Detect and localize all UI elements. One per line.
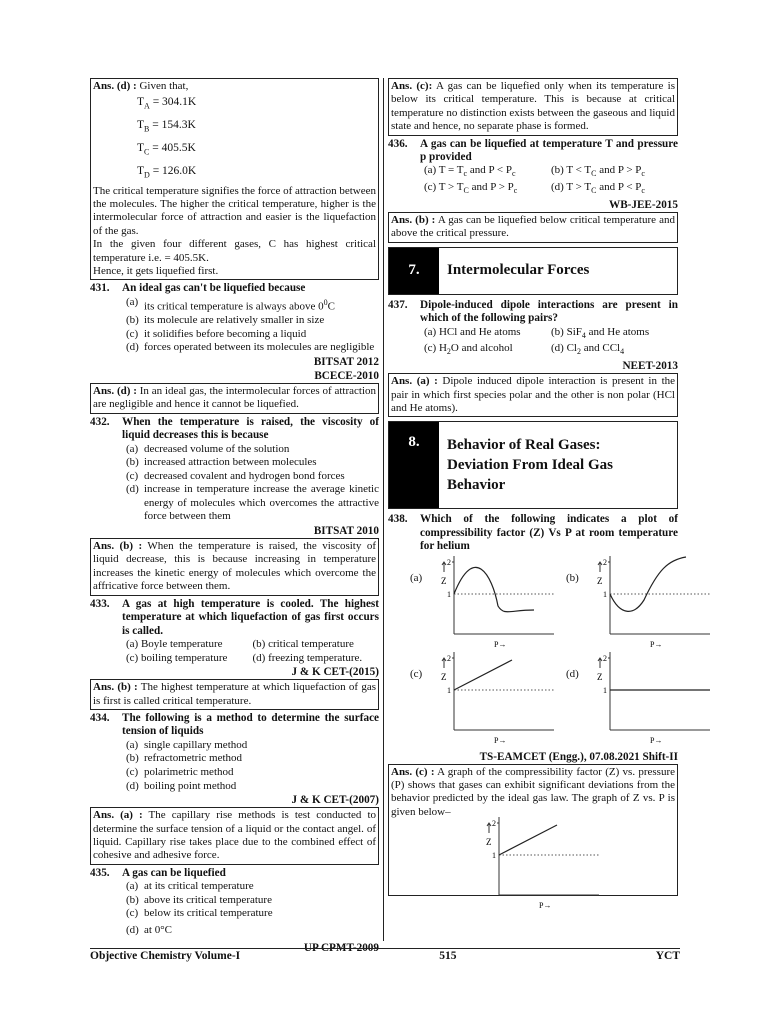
subscript: C	[591, 169, 597, 179]
question-text: The following is a method to determine the surface tension of liquids	[122, 711, 379, 738]
option-letter: (b)	[126, 893, 139, 906]
subscript: 4	[581, 330, 586, 340]
answer-436	[388, 212, 678, 243]
option-letter: (c)	[126, 907, 139, 920]
options	[424, 326, 678, 360]
question-number: 438.	[388, 513, 408, 526]
exam-source: WB-JEE-2015	[609, 199, 678, 211]
answer-text: A gas can be liquefied only when its temperature is below its critical temperature. This is because at critical temperature no distinction exists between the gaseous and liquid state and hence, no separate phase is formed.	[391, 80, 675, 133]
answer-text: Dipole induced dipole interaction is present in the pair in which first species polar and the other is non polar (HCl and He atoms).	[391, 375, 676, 414]
options	[126, 880, 379, 937]
subscript: C	[144, 147, 150, 157]
given-symbol: T	[137, 164, 145, 177]
answer-text: In an ideal gas, the intermolecular forces of attraction are negligible and hence it cannot be liquefied.	[93, 384, 377, 411]
option-letter: (b)	[126, 456, 139, 469]
plot-options	[388, 554, 678, 750]
arrow-up-icon	[487, 823, 491, 833]
option-text: forces operated between its molecules are negligible	[144, 341, 375, 354]
answer-434	[90, 807, 379, 865]
z-vs-p-plot	[430, 554, 560, 656]
answer-431	[90, 383, 379, 414]
z-curve	[610, 557, 686, 611]
z-vs-p-plot	[475, 815, 605, 917]
section-number: 8.	[389, 422, 439, 508]
x-axis-label: P→	[494, 735, 507, 745]
section-header-7	[388, 247, 678, 295]
option-letter: (b)	[252, 637, 266, 650]
given-symbol: T	[137, 96, 145, 109]
option-letter: (c)	[126, 327, 139, 340]
options	[424, 164, 678, 198]
question-text: Which of the following indicates a plot of compressibility factor (Z) Vs P at room temperature for helium	[420, 513, 678, 553]
x-axis-label: P→	[650, 735, 663, 745]
exam-source: UP CPMT-2009	[303, 941, 379, 954]
option-text: and P < P	[467, 164, 513, 177]
options	[126, 443, 379, 525]
exam-source: BITSAT 2012	[313, 355, 379, 368]
option-text: T > T	[438, 181, 464, 194]
subscript: 2	[576, 347, 581, 357]
option-letter: (a)	[424, 325, 437, 338]
option-text: boiling point method	[144, 779, 237, 792]
option-text: H	[438, 342, 447, 355]
answer-label: Ans. (b) :	[93, 540, 143, 553]
option-letter: (a)	[126, 738, 139, 751]
subscript: 4	[620, 347, 625, 357]
answer-label: Ans. (b) :	[93, 681, 138, 694]
given-symbol: T	[137, 119, 145, 132]
section-title	[439, 422, 613, 508]
question-437	[388, 299, 678, 373]
question-431	[90, 282, 379, 382]
question-number: 434.	[90, 711, 110, 724]
answer-432	[90, 538, 379, 596]
given-value: = 304.1K	[149, 96, 197, 109]
given-value-row	[93, 139, 376, 162]
z-curve	[454, 567, 534, 611]
option-letter: (d)	[126, 779, 139, 792]
page-number: 515	[439, 950, 457, 962]
question-text: A gas can be liquefied	[122, 866, 226, 879]
z-curve	[454, 660, 512, 690]
section-title-line: Behavior of Real Gases:	[447, 437, 601, 454]
option-letter: (d)	[126, 923, 139, 936]
question-number: 435.	[90, 866, 110, 879]
option-text: it solidifies before becoming a liquid	[144, 327, 307, 340]
given-value-row	[93, 116, 376, 139]
options	[126, 296, 379, 355]
subscript: 2	[446, 347, 451, 357]
option-text: O and alcohol	[450, 342, 513, 355]
option-letter: (a)	[126, 880, 139, 893]
option-letter: (b)	[551, 164, 564, 177]
question-438	[388, 513, 678, 553]
section-title: Intermolecular Forces	[447, 262, 590, 279]
subscript: c	[641, 169, 645, 179]
option-letter: (b)	[126, 752, 139, 765]
answer-intro: Given that,	[139, 80, 189, 92]
tick-label: 2	[492, 819, 496, 829]
question-text: An ideal gas can't be liquefied because	[122, 282, 306, 295]
option-text: below its critical temperature	[144, 907, 273, 920]
question-text: A gas at high temperature is cooled. The highest temperature at which liquefaction of gas first occurs is called.	[122, 597, 379, 637]
question-435	[90, 867, 379, 955]
answer-paragraph: Hence, it gets liquefied first.	[93, 265, 219, 278]
given-symbol: T	[137, 142, 145, 154]
option-text: Boyle temperature	[140, 637, 223, 650]
exam-source: J & K CET-(2015)	[291, 666, 379, 679]
right-column	[388, 78, 678, 911]
options	[126, 638, 379, 665]
option-letter: (d)	[551, 181, 564, 194]
answer-430	[90, 78, 379, 280]
option-text: T = T	[438, 164, 464, 177]
question-number: 437.	[388, 298, 408, 311]
plot-option-label: (a)	[410, 571, 423, 584]
option-text: single capillary method	[144, 738, 248, 751]
page-footer	[90, 948, 680, 962]
arrow-up-icon	[442, 658, 446, 668]
left-column	[90, 78, 379, 955]
given-value: = 126.0K	[149, 164, 197, 177]
option-text: and He atoms	[585, 325, 650, 338]
exam-source: BITSAT 2010	[313, 525, 379, 538]
option-letter: (c)	[126, 469, 139, 482]
z-vs-p-plot	[586, 650, 716, 752]
option-text: T > T	[566, 181, 592, 194]
option-letter: (a)	[126, 442, 139, 455]
option-text: Cl	[566, 342, 577, 355]
answer-label: Ans. (c) :	[391, 765, 435, 778]
option-letter: (d)	[551, 342, 564, 355]
x-axis-label: P→	[539, 901, 552, 911]
option-text: and P < P	[596, 181, 642, 194]
option-text: at 0°C	[144, 923, 172, 936]
subscript: c	[512, 169, 516, 179]
answer-text: A graph of the compressibility factor (Z) vs. pressure (P) shows that gases can exhibit significant deviations from the behavior predicted by the ideal gas law. The graph of Z vs. P is given below–	[391, 765, 675, 818]
answer-paragraph: In the given four different gases, C has highest critical temperature i.e. = 405.5K.	[93, 238, 376, 264]
option-text: freezing temperature.	[268, 651, 363, 664]
subscript: c	[513, 186, 518, 196]
tick-label: 2	[603, 557, 607, 567]
option-letter: (a)	[424, 164, 437, 177]
option-text: its molecule are relatively smaller in size	[144, 314, 325, 327]
option-letter: (d)	[126, 341, 139, 354]
question-text: Dipole-induced dipole interactions are present in which of the following pairs?	[420, 298, 678, 325]
answer-433	[90, 679, 379, 710]
question-433	[90, 598, 379, 679]
answer-paragraph: The critical temperature signifies the force of attraction between the molecules. The higher the critical temperature, higher is the intermolecular force of attraction and easier is the liquefaction of the gas.	[93, 184, 376, 237]
z-curve	[499, 825, 557, 855]
answer-label: Ans. (b) :	[391, 214, 436, 226]
y-axis-label: Z	[441, 671, 447, 682]
superscript: 0	[323, 297, 328, 307]
publisher: YCT	[655, 950, 680, 962]
subscript: c	[463, 169, 468, 179]
option-text: SiF	[566, 325, 582, 338]
exam-source: BCECE-2010	[314, 369, 379, 382]
answer-text: The highest temperature at which liquefaction of gas is first is called critical temperature.	[93, 681, 376, 707]
subscript: D	[144, 170, 150, 180]
question-number: 433.	[90, 597, 110, 610]
column-divider	[383, 78, 384, 941]
option-letter: (b)	[551, 325, 564, 338]
subscript: C	[463, 186, 469, 196]
option-text: its critical temperature is always above 0	[144, 300, 324, 313]
y-axis-label: Z	[597, 671, 603, 682]
arrow-up-icon	[442, 562, 446, 572]
options	[126, 739, 379, 793]
question-text: When the temperature is raised, the viscosity of liquid decreases this is because	[122, 415, 379, 442]
option-letter: (a)	[126, 637, 139, 650]
option-text: boiling temperature	[140, 651, 228, 664]
x-axis-label: P→	[650, 639, 663, 649]
option-text: and P > P	[468, 181, 514, 194]
option-letter: (b)	[126, 314, 139, 327]
option-letter: (d)	[252, 651, 266, 664]
option-text: increased attraction between molecules	[144, 456, 317, 469]
option-letter: (d)	[126, 483, 139, 496]
subscript: B	[144, 124, 150, 134]
section-number: 7.	[389, 248, 439, 294]
given-value-row	[93, 162, 376, 185]
option-text: decreased covalent and hydrogen bond forces	[144, 469, 345, 482]
option-letter: (c)	[424, 181, 437, 194]
section-header-8	[388, 421, 678, 509]
option-text: and P > P	[596, 164, 642, 177]
question-number: 431.	[90, 282, 110, 295]
question-number: 436.	[388, 137, 408, 150]
plot-option-label: (c)	[410, 667, 423, 680]
answer-label: Ans. (a) :	[93, 809, 143, 822]
y-axis-label: Z	[597, 575, 603, 586]
option-text: polarimetric method	[144, 765, 234, 778]
answer-label: Ans. (d) :	[93, 384, 137, 397]
option-text: HCl and He atoms	[438, 325, 521, 338]
tick-label: 2	[447, 653, 451, 663]
subscript: C	[591, 186, 597, 196]
answer-label: Ans. (a) :	[391, 375, 438, 388]
y-axis-label: Z	[486, 837, 492, 848]
option-letter: (a)	[126, 295, 139, 308]
plot-option-label: (d)	[566, 667, 579, 680]
plot-option-label: (b)	[566, 571, 579, 584]
option-text: decreased volume of the solution	[144, 442, 290, 455]
section-title-line: Behavior	[447, 477, 506, 494]
subscript: c	[641, 186, 645, 196]
arrow-up-icon	[598, 658, 602, 668]
tick-label: 1	[492, 851, 496, 861]
given-value: = 405.5K	[149, 142, 196, 154]
section-title-line: Deviation From Ideal Gas	[447, 457, 613, 474]
answer-438	[388, 764, 678, 911]
answer-label: Ans. (c):	[391, 80, 433, 92]
tick-label: 2	[603, 653, 607, 663]
answer-text: When the temperature is raised, the viscosity of liquid decrease, this is because increasing in temperature increases the kinetic energy of molecules which overcome the affricative force between them.	[93, 540, 376, 593]
option-text: refractometric method	[144, 752, 243, 765]
question-436	[388, 138, 678, 212]
tick-label: 1	[447, 589, 451, 599]
answer-435	[388, 78, 678, 136]
given-values	[93, 93, 376, 184]
option-text: increase in temperature increase the average kinetic energy of molecules which overcomes the attractive force between them	[144, 483, 379, 523]
arrow-up-icon	[598, 562, 602, 572]
answer-text: The capillary rise methods is test conducted to determine the surface tension of a liquid or the contact angel. of liquid. Capillary rise takes place due to the combined effect of cohesive and adhesive force.	[93, 809, 376, 862]
option-text: above its critical temperature	[144, 893, 272, 906]
tick-label: 2	[447, 557, 451, 567]
option-text: critical temperature	[268, 637, 354, 650]
given-value-row	[93, 93, 376, 116]
answer-text: A gas can be liquefied below critical temperature and above the critical pressure.	[391, 214, 675, 240]
answer-label: Ans. (d) :	[93, 80, 137, 92]
exam-source: TS-EAMCET (Engg.), 07.08.2021 Shift-II	[479, 750, 678, 763]
x-axis-label: P→	[494, 639, 507, 649]
z-vs-p-plot	[586, 554, 716, 656]
question-432	[90, 416, 379, 538]
question-text: A gas can be liquefied at temperature T and pressure p provided	[420, 137, 678, 164]
option-text: and CCl	[580, 342, 621, 355]
question-434	[90, 712, 379, 807]
option-text: T < T	[566, 164, 592, 177]
option-text: C	[327, 300, 335, 313]
z-vs-p-plot	[430, 650, 560, 752]
exam-source: NEET-2013	[622, 360, 678, 373]
option-letter: (c)	[126, 651, 139, 664]
option-text: at its critical temperature	[144, 880, 254, 893]
exam-source: J & K CET-(2007)	[291, 794, 379, 807]
y-axis-label: Z	[441, 575, 447, 586]
answer-437	[388, 373, 678, 417]
option-letter: (c)	[126, 765, 139, 778]
tick-label: 1	[603, 589, 607, 599]
given-value: = 154.3K	[149, 119, 196, 132]
tick-label: 1	[603, 685, 607, 695]
option-letter: (c)	[424, 342, 437, 355]
question-number: 432.	[90, 415, 110, 428]
answer-plot	[391, 819, 675, 911]
tick-label: 1	[447, 685, 451, 695]
book-title: Objective Chemistry Volume-I	[90, 950, 241, 962]
subscript: A	[144, 101, 150, 111]
